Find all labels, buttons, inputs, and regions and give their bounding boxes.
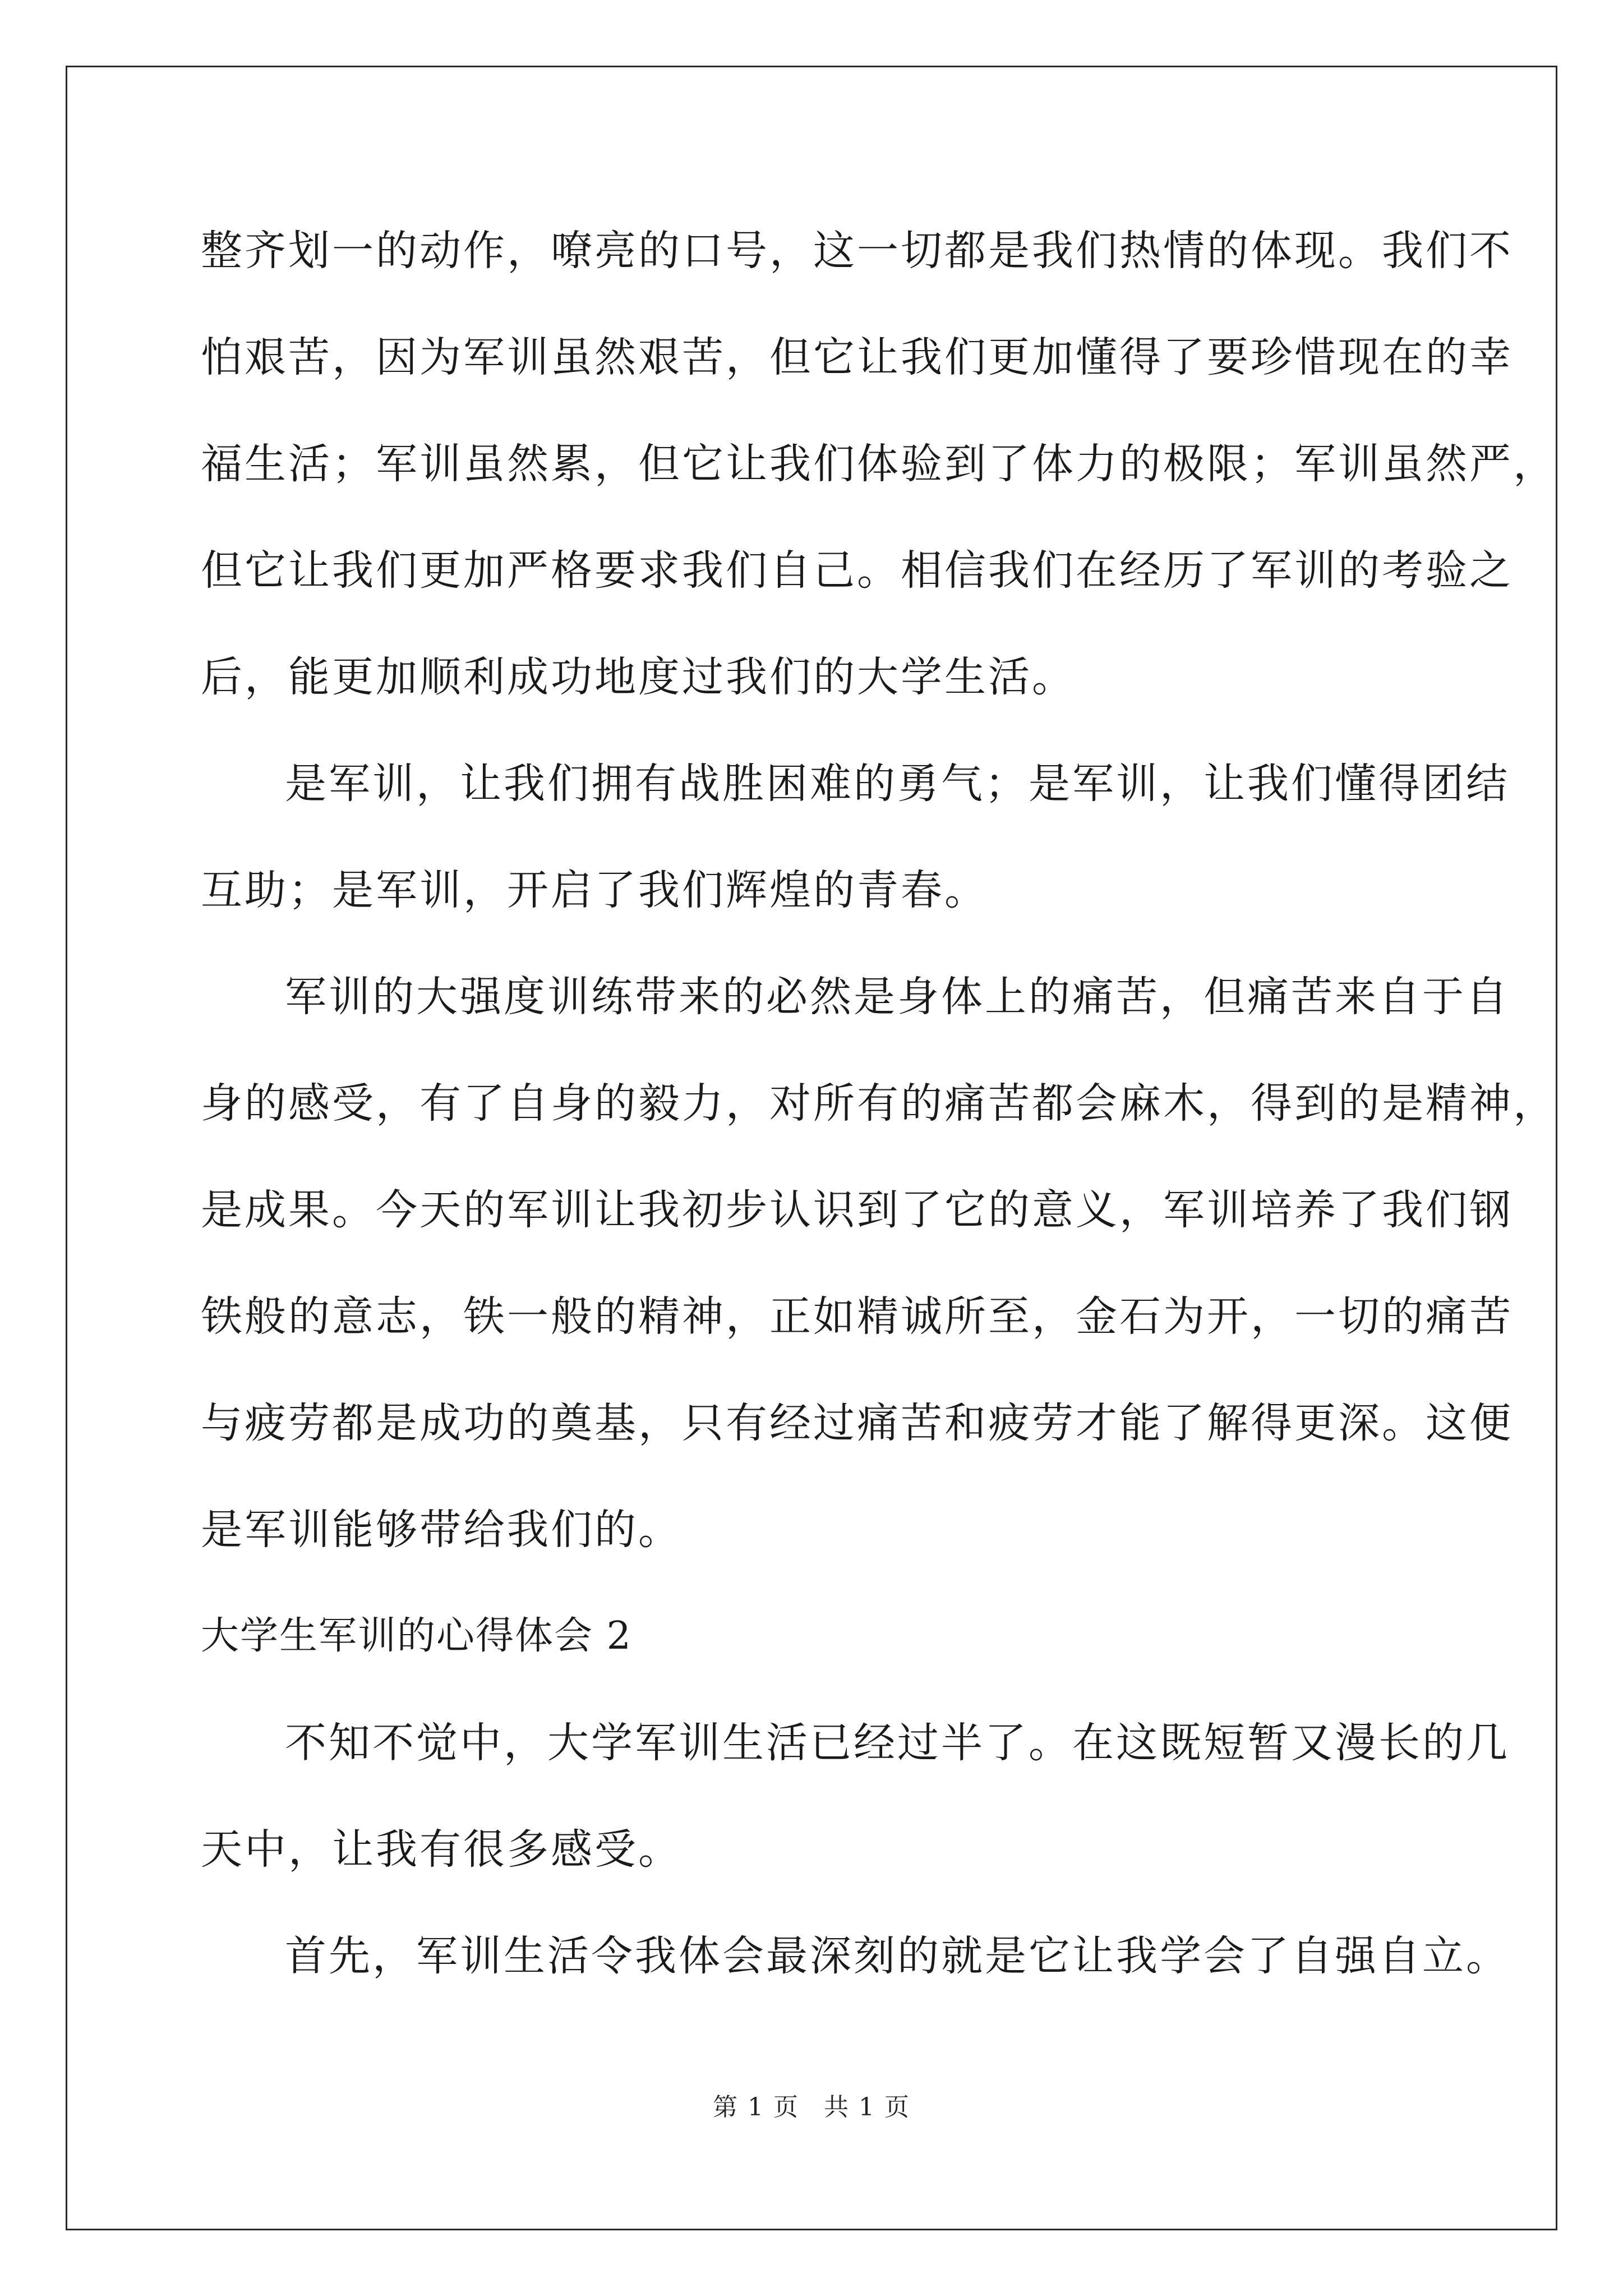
text-line: 是成果。今天的军训让我初步认识到了它的意义，军训培养了我们钢: [201, 1186, 1513, 1234]
text-line: 首先，军训生活令我体会最深刻的就是它让我学会了自强自立。: [285, 1932, 1510, 1980]
text-line: 福生活；军训虽然累，但它让我们体验到了体力的极限；军训虽然严，: [201, 440, 1557, 488]
page-number: 第 1 页: [713, 2093, 799, 2122]
text-line: 军训的大强度训练带来的必然是身体上的痛苦，但痛苦来自于自: [285, 973, 1510, 1021]
paragraph: [201, 214, 1557, 747]
text-line: 身的感受，有了自身的毅力，对所有的痛苦都会麻木，得到的是精神，: [201, 1079, 1557, 1128]
paragraph: [201, 1920, 1510, 2026]
paragraph: [201, 1706, 1510, 1920]
text-line: 与疲劳都是成功的奠基，只有经过痛苦和疲劳才能了解得更深。这便: [201, 1399, 1513, 1447]
document-body: [201, 214, 1557, 2026]
page-footer: [0, 2087, 1623, 2123]
section-heading: [201, 1600, 1435, 1706]
text-line: 后，能更加顺利成功地度过我们的大学生活。: [201, 653, 1076, 701]
text-line: 是军训能够带给我们的。: [201, 1506, 682, 1554]
text-line: 怕艰苦，因为军训虽然艰苦，但它让我们更加懂得了要珍惜现在的幸: [201, 333, 1513, 381]
text-line: 铁般的意志，铁一般的精神，正如精诚所至，金石为开，一切的痛苦: [201, 1292, 1513, 1341]
paragraph: [201, 960, 1557, 1600]
text-line: 天中，让我有很多感受。: [201, 1825, 682, 1874]
text-line: 但它让我们更加严格要求我们自己。相信我们在经历了军训的考验之: [201, 546, 1513, 595]
page-total: 共 1 页: [824, 2093, 910, 2122]
text-line: 大学生军训的心得体会 2: [201, 1614, 632, 1658]
text-line: 互助；是军训，开启了我们辉煌的青春。: [201, 866, 988, 914]
paragraph: [201, 747, 1510, 960]
text-line: 是军训，让我们拥有战胜困难的勇气；是军训，让我们懂得团结: [285, 760, 1510, 808]
text-line: 整齐划一的动作，嘹亮的口号，这一切都是我们热情的体现。我们不: [201, 227, 1513, 275]
text-line: 不知不觉中，大学军训生活已经过半了。在这既短暂又漫长的几: [285, 1719, 1510, 1767]
